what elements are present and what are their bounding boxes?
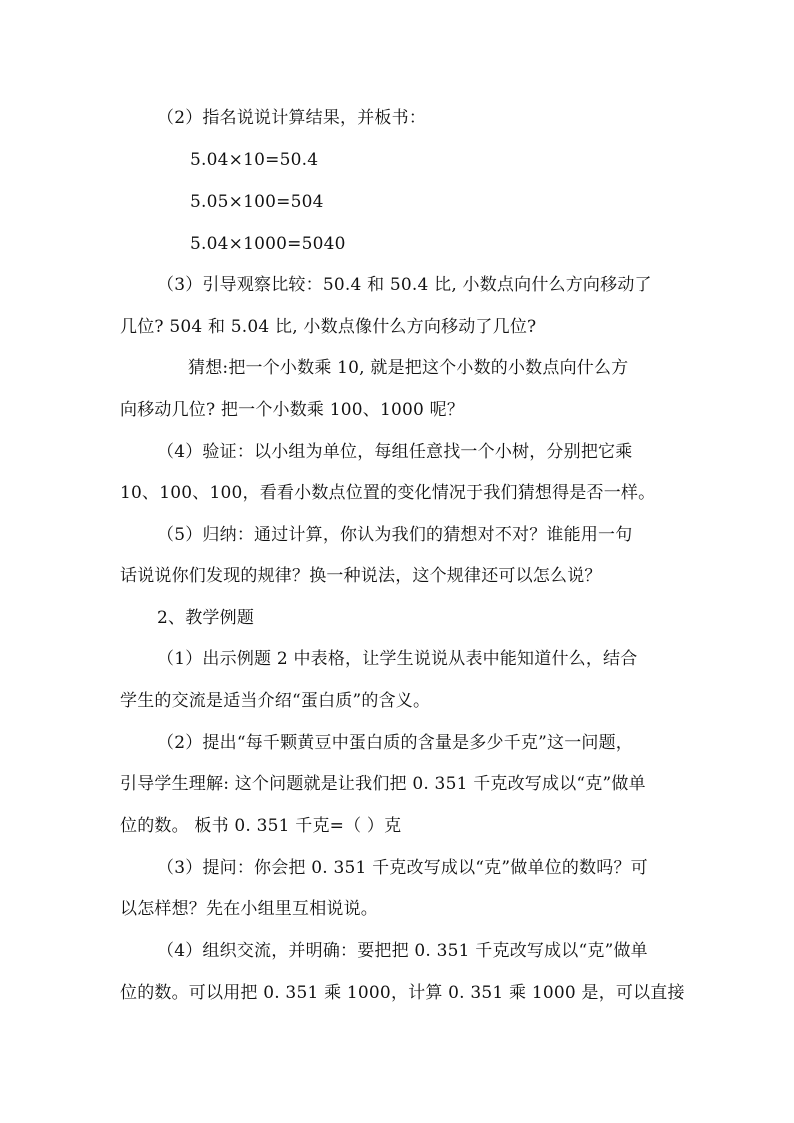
text-line-step-4-cont: 10、100、100，看看小数点位置的变化情况于我们猜想得是否一样。 [120,483,656,503]
text-line-example-2: （2）提出“每千颗黄豆中蛋白质的含量是多少千克”这一问题， [157,733,633,753]
section-heading-examples: 2、教学例题 [157,608,255,628]
text-line-step-5-cont: 话说说你们发现的规律？换一种说法，这个规律还可以怎么说？ [120,566,602,586]
text-line-step-4: （4）验证：以小组为单位，每组任意找一个小树，分别把它乘 [157,442,633,462]
text-line-example-3: （3）提问：你会把 0. 351 千克改写成以“克”做单位的数吗？可 [157,858,648,878]
text-line-step-2: （2）指名说说计算结果，并板书： [157,108,427,128]
text-line-guess-cont: 向移动几位? 把一个小数乘 100、1000 呢？ [120,400,465,420]
text-line-example-1-cont: 学生的交流是适当介绍“蛋白质”的含义。 [120,691,431,711]
text-line-guess: 猜想:把一个小数乘 10, 就是把这个小数的小数点向什么方 [188,358,629,378]
text-line-example-2-cont: 引导学生理解: 这个问题就是让我们把 0. 351 千克改写成以“克”做单 [120,774,646,794]
text-line-step-5: （5）归纳：通过计算，你认为我们的猜想对不对？谁能用一句 [157,525,633,545]
text-line-example-1: （1）出示例题 2 中表格，让学生说说从表中能知道什么，结合 [157,649,638,669]
text-line-example-3-cont: 以怎样想？先在小组里互相说说。 [120,899,378,919]
text-line-step-3: （3）引导观察比较：50.4 和 50.4 比, 小数点向什么方向移动了 [157,275,652,295]
text-line-example-4-cont: 位的数。可以用把 0. 351 乘 1000，计算 0. 351 乘 1000 是，可以直接 [120,983,685,1003]
text-line-example-2-board: 位的数。 板书 0. 351 千克=（ ）克 [120,816,402,836]
equation-line-1: 5.04×10=50.4 [190,150,319,170]
equation-line-3: 5.04×1000=5040 [190,234,346,254]
text-line-step-3-cont: 几位? 504 和 5.04 比, 小数点像什么方向移动了几位? [120,317,537,337]
equation-line-2: 5.05×100=504 [190,192,324,212]
text-line-example-4: （4）组织交流，并明确：要把把 0. 351 千克改写成以“克”做单 [157,941,648,961]
